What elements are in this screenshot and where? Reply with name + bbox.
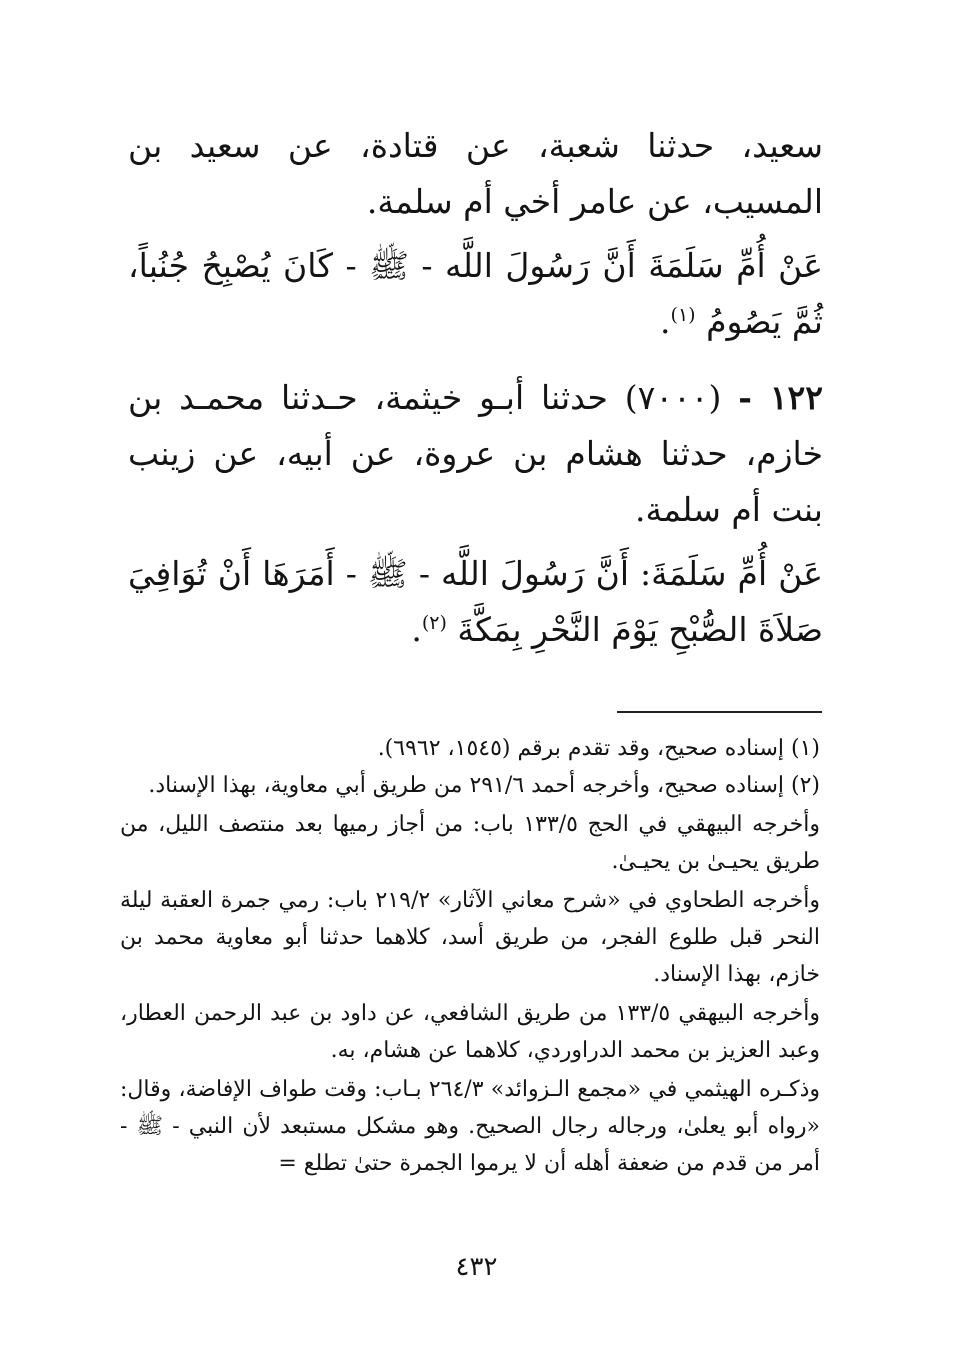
footnote-2-continuation: وأخرجه البيهقي في الحج ١٣٣/٥ باب: من أجاز رميها بعد منتصف الليل، من طريق يحيـىٰ بن يحيـىٰ. bbox=[120, 812, 820, 874]
end-dot: . bbox=[411, 610, 422, 649]
footnote-1: (١) إسناده صحيح، وقد تقدم برقم (١٥٤٥، ٦٩٦٢). bbox=[377, 736, 820, 761]
footnote-divider bbox=[617, 711, 822, 713]
hadith-number: ١٢٢ - bbox=[738, 378, 823, 417]
hadith-text: عَنْ أُمِّ سَلَمَةَ: أَنَّ رَسُولَ اللَّه - ﷺ - أَمَرَهَا أَنْ تُوَافِيَ صَلاَةَ الصُّبْحِ يَوْمَ النَّحْرِ بِمَكَّةَ bbox=[128, 554, 823, 649]
footnote-2-continuation: وأخرجه الطحاوي في «شرح معاني الآثار» ٢١٩/٢ باب: رمي جمرة العقبة ليلة النحر قبل طلوع الفجر، من طريق أسد، كلاهما حدثنا أبو معاوية محمد بن خازم، بهذا الإسناد. bbox=[120, 888, 821, 987]
main-text bbox=[128, 118, 823, 658]
paragraph-hadith-2 bbox=[128, 546, 823, 658]
page-number: ٤٣٢ bbox=[455, 1252, 498, 1282]
footnote-ref: (١) bbox=[670, 304, 696, 326]
footnote-2-continuation: وأخرجه البيهقي ١٣٣/٥ من طريق الشافعي، عن داود بن عبد الرحمن العطار، وعبد العزيز بن محمد الدراوردي، كلاهما عن هشام، به. bbox=[120, 1001, 820, 1063]
end-dot: . bbox=[660, 302, 671, 341]
paragraph-isnad-1 bbox=[128, 118, 823, 230]
paragraph-hadith-1 bbox=[128, 238, 823, 350]
paragraph-text: سعيد، حدثنا شعبة، عن قتادة، عن سعيد بن المسيب، عن عامر أخي أم سلمة. bbox=[128, 126, 823, 221]
footnotes bbox=[120, 730, 820, 1182]
paragraph-text: (٧٠٠٠) حدثنا أبـو خيثمة، حـدثنا محمـد بن خازم، حدثنا هشام بن عروة، عن أبيه، عن زينب بنت أم سلمة. bbox=[128, 378, 823, 529]
paragraph-isnad-2 bbox=[128, 370, 823, 538]
footnote-ref: (٢) bbox=[421, 612, 447, 634]
hadith-text: عَنْ أُمِّ سَلَمَةَ أَنَّ رَسُولَ اللَّه - ﷺ - كَانَ يُصْبِحُ جُنُباً، ثُمَّ يَصُومُ bbox=[128, 246, 823, 341]
footnote-2-continuation: وذكـره الهيثمي في «مجمع الـزوائد» ٢٦٤/٣ بـاب: وقت طواف الإفاضة، وقال: «رواه أبو يعلىٰ، ورجاله رجال الصحيح. وهو مشكل مستبعد لأن النبي - ﷺ - أمر من قدم من ضعفة أهله أن لا يرموا الجمرة حتىٰ تطلع = bbox=[120, 1077, 820, 1176]
footnote-2: (٢) إسناده صحيح، وأخرجه أحمد ٢٩١/٦ من طريق أبي معاوية، بهذا الإسناد. bbox=[148, 773, 820, 798]
